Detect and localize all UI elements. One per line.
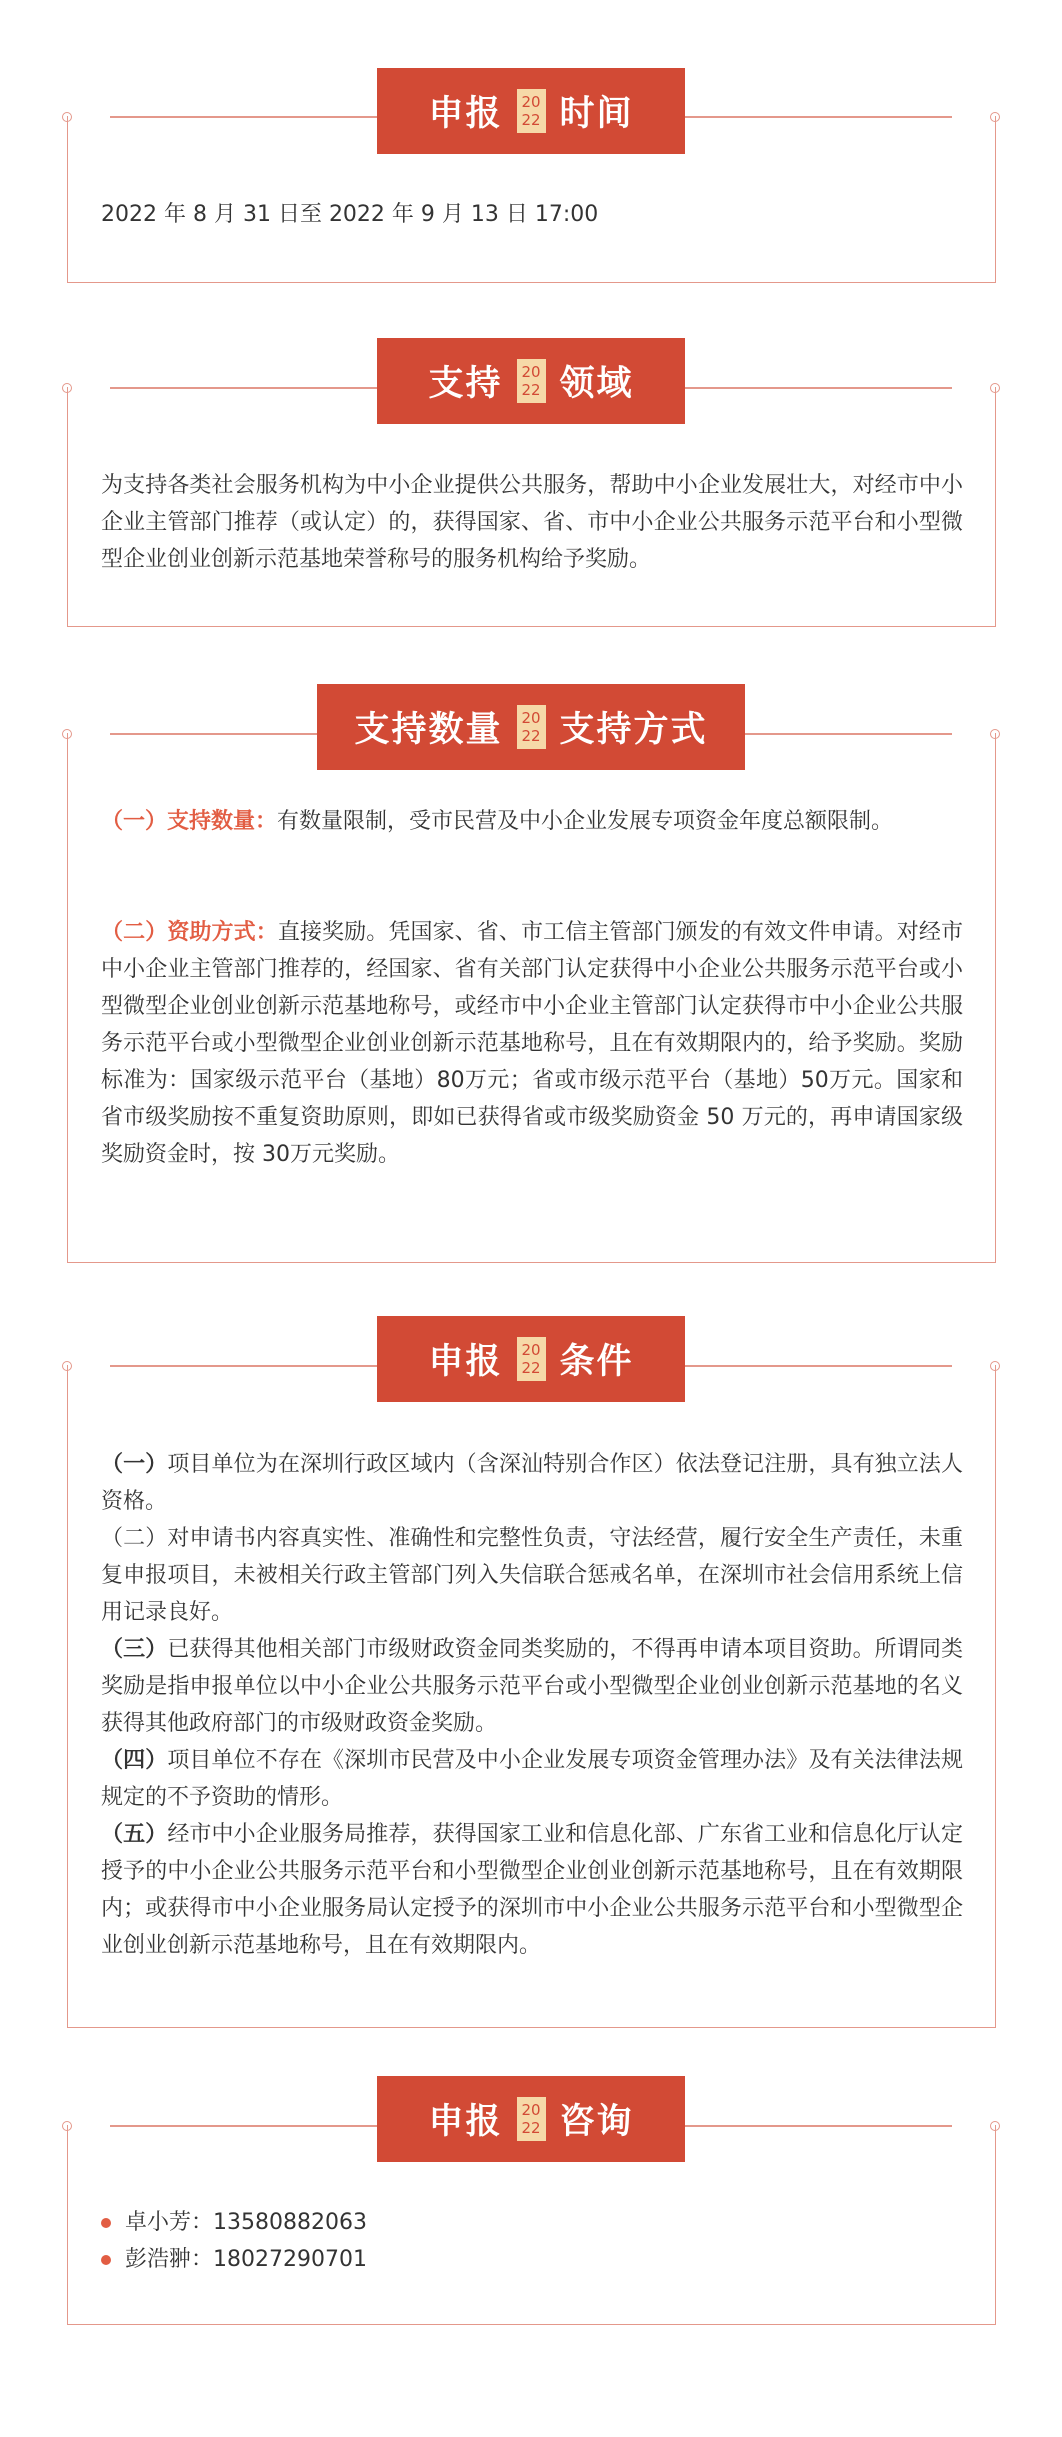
method-item-1 [101,803,963,840]
condition-item: （四）项目单位不存在《深圳市民营及中小企业发展专项资金管理办法》及有关法律法规规定的不予资助的情形。 [101,1748,963,1810]
bullet-icon [101,2218,111,2228]
section-title-banner [377,1316,685,1402]
condition-item: （三）已获得其他相关部门市级财政资金同类奖励的，不得再申请本项目资助。所谓同类奖励是指申报单位以中小企业公共服务示范平台或小型微型企业创业创新示范基地的名义获得其他政府部门的市级财政资金奖励。 [101,1637,963,1736]
title-left: 支持 [428,364,503,404]
title-left: 支持数量 [354,710,503,750]
title-right: 咨询 [559,2102,634,2142]
section-title-banner [317,684,745,770]
contact-list [101,2204,963,2278]
condition-item: （一）项目单位为在深圳行政区域内（含深汕特别合作区）依法登记注册，具有独立法人资格。 [101,1452,963,1514]
title-right: 时间 [559,94,634,134]
method-item-2 [101,914,963,1173]
year-badge: 20 22 [517,1337,546,1381]
item-text: 有数量限制，受市民营及中小企业发展专项资金年度总额限制。 [277,809,894,834]
item-text: 直接奖励。凭国家、省、市工信主管部门颁发的有效文件申请。对经市中小企业主管部门推荐的，经国家、省有关部门认定获得中小企业公共服务示范平台或小型微型企业创业创新示范基地称号，或经市中小企业主管部门认定获得市中小企业公共服务示范平台或小型微型企业创业创新示范基地称号，且在有效期限内的，给予奖励。奖励标准为：国家级示范平台（基地）80万元；省或市级示范平台（基地）50万元。国家和省市级奖励按不重复资助原则，即如已获得省或市级奖励资金 50 万元的，再申请国家级奖励资金时，按 30万元奖励。 [101,920,963,1167]
time-text: 2022 年 8 月 31 日至 2022 年 9 月 13 日 17:00 [101,202,599,227]
year-badge: 20 22 [517,705,546,749]
title-left: 申报 [428,94,503,134]
title-right: 条件 [559,1342,634,1382]
year-badge: 20 22 [517,2097,546,2141]
title-left: 申报 [428,1342,503,1382]
item-label: （一）支持数量： [101,809,278,834]
field-text: 为支持各类社会服务机构为中小企业提供公共服务，帮助中小企业发展壮大，对经市中小企业主管部门推荐（或认定）的，获得国家、省、市中小企业公共服务示范平台和小型微型企业创业创新示范基地荣誉称号的服务机构给予奖励。 [101,473,963,572]
conditions-list [101,1446,963,1964]
section-title-banner [377,338,685,424]
condition-item: （二）对申请书内容真实性、准确性和完整性负责，守法经营，履行安全生产责任，未重复申报项目，未被相关行政主管部门列入失信联合惩戒名单，在深圳市社会信用系统上信用记录良好。 [101,1526,963,1625]
bullet-icon [101,2255,111,2265]
title-right: 领域 [559,364,634,404]
contact-item: 彭浩翀：18027290701 [101,2241,963,2278]
year-badge: 20 22 [517,359,546,403]
section-title-banner [377,68,685,154]
item-label: （二）资助方式： [101,920,278,945]
title-right: 支持方式 [559,710,708,750]
contact-item: 卓小芳：13580882063 [101,2204,963,2241]
condition-item: （五）经市中小企业服务局推荐，获得国家工业和信息化部、广东省工业和信息化厅认定授予的中小企业公共服务示范平台和小型微型企业创业创新示范基地称号，且在有效期限内；或获得市中小企业服务局认定授予的深圳市中小企业公共服务示范平台和小型微型企业创业创新示范基地称号，且在有效期限内。 [101,1822,963,1958]
year-badge: 20 22 [517,89,546,133]
title-left: 申报 [428,2102,503,2142]
section-title-banner [377,2076,685,2162]
